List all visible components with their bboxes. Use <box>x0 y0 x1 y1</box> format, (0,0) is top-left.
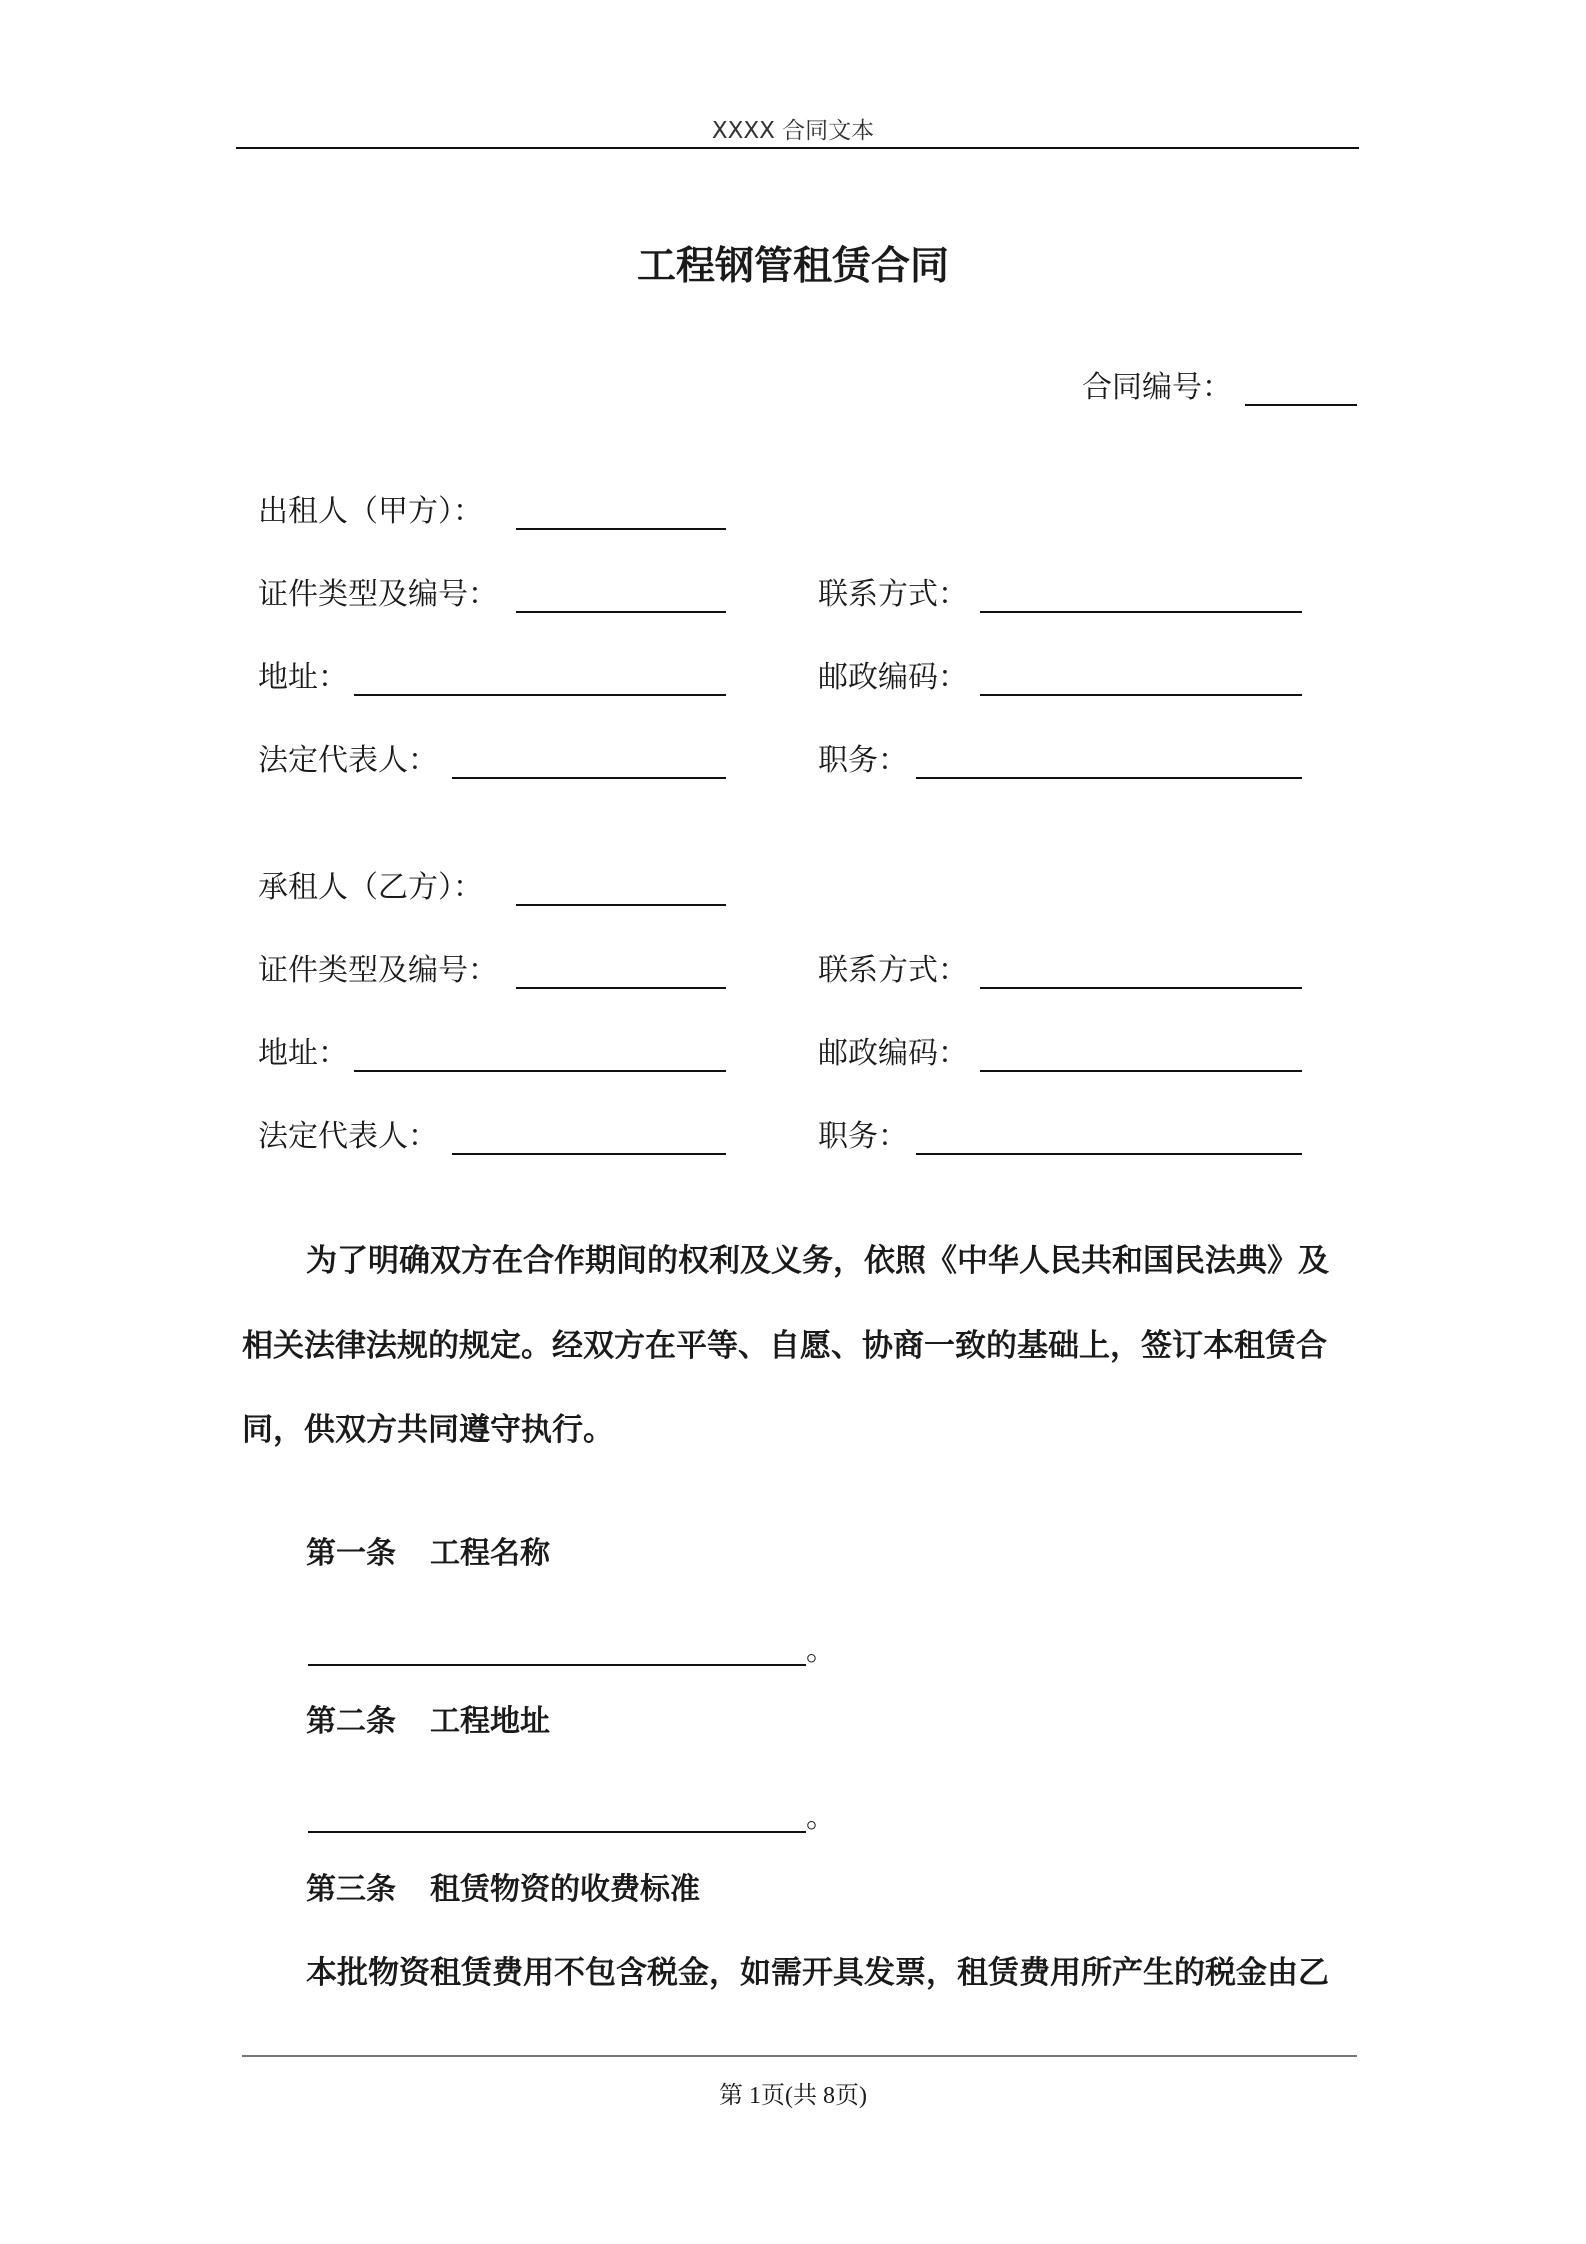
party-a-postal-blank[interactable] <box>980 694 1302 696</box>
header-rule <box>236 147 1359 149</box>
article-2-number: 第二条 <box>306 1704 396 1739</box>
article-1-number: 第一条 <box>306 1536 396 1571</box>
article-2-heading <box>306 1704 550 1739</box>
party-a-rep-blank[interactable] <box>452 777 726 779</box>
party-b-id-blank[interactable] <box>516 987 726 989</box>
running-header: XXXX 合同文本 <box>711 118 875 144</box>
intro-line-1: 为了明确双方在合作期间的权利及义务，依照《中华人民共和国民法典》及 <box>306 1243 1329 1279</box>
party-b-name-blank[interactable] <box>516 904 726 906</box>
party-a-name-blank[interactable] <box>516 528 726 530</box>
party-a-contact-label: 联系方式： <box>818 577 968 612</box>
article-3-text: 本批物资租赁费用不包含税金，如需开具发票，租赁费用所产生的税金由乙 <box>306 1955 1329 1991</box>
article-3-title: 租赁物资的收费标准 <box>430 1872 700 1907</box>
party-b-position-label: 职务： <box>818 1119 908 1154</box>
footer-rule <box>242 2055 1357 2057</box>
contract-number-blank[interactable] <box>1245 404 1357 406</box>
party-b-position-blank[interactable] <box>916 1153 1302 1155</box>
contract-number-label: 合同编号： <box>1082 370 1232 405</box>
party-b-contact-label: 联系方式： <box>818 953 968 988</box>
party-a-position-label: 职务： <box>818 743 908 778</box>
article-3-heading <box>306 1872 700 1907</box>
party-a-position-blank[interactable] <box>916 777 1302 779</box>
party-a-contact-blank[interactable] <box>980 611 1302 613</box>
party-a-name-label: 出租人（甲方）： <box>258 494 483 529</box>
party-b-postal-label: 邮政编码： <box>818 1036 968 1071</box>
intro-line-2: 相关法律法规的规定。经双方在平等、自愿、协商一致的基础上，签订本租赁合 <box>242 1328 1327 1364</box>
article-1-heading <box>306 1536 550 1571</box>
party-b-contact-blank[interactable] <box>980 987 1302 989</box>
article-3-number: 第三条 <box>306 1872 396 1907</box>
party-b-rep-label: 法定代表人： <box>258 1119 438 1154</box>
party-b-postal-blank[interactable] <box>980 1070 1302 1072</box>
article-1-title: 工程名称 <box>430 1536 550 1571</box>
page-number: 第 1页(共 8页) <box>719 2083 867 2109</box>
party-a-rep-label: 法定代表人： <box>258 743 438 778</box>
party-b-address-label: 地址： <box>258 1036 348 1071</box>
article-2-title: 工程地址 <box>430 1704 550 1739</box>
article-2-period: 。 <box>806 1800 836 1835</box>
party-b-rep-blank[interactable] <box>452 1153 726 1155</box>
party-b-address-blank[interactable] <box>354 1070 726 1072</box>
intro-line-3: 同，供双方共同遵守执行。 <box>242 1412 614 1448</box>
article-2-blank[interactable] <box>308 1831 806 1833</box>
party-a-address-label: 地址： <box>258 660 348 695</box>
article-1-period: 。 <box>806 1633 836 1668</box>
article-1-blank[interactable] <box>308 1664 806 1666</box>
party-a-id-label: 证件类型及编号： <box>258 577 498 612</box>
party-a-id-blank[interactable] <box>516 611 726 613</box>
party-a-address-blank[interactable] <box>354 694 726 696</box>
party-a-postal-label: 邮政编码： <box>818 660 968 695</box>
document-title: 工程钢管租赁合同 <box>636 244 949 289</box>
party-b-id-label: 证件类型及编号： <box>258 953 498 988</box>
party-b-name-label: 承租人（乙方）： <box>258 870 483 905</box>
